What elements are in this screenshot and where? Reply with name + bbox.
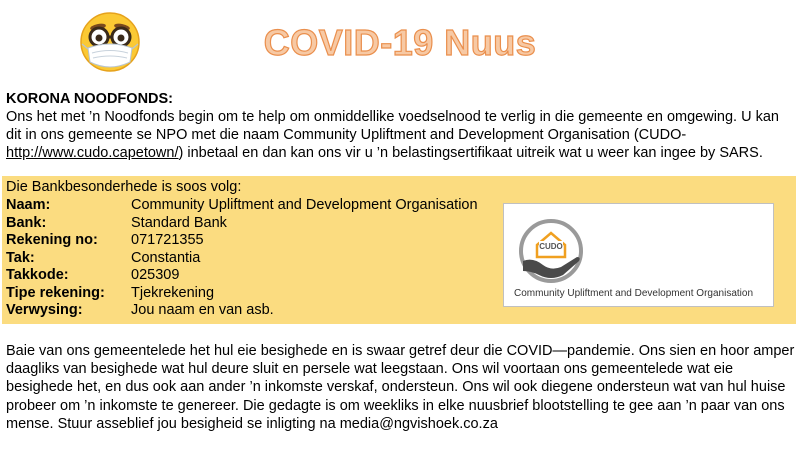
bank-label: Tipe rekening:	[6, 284, 105, 301]
bank-row-tipe	[6, 285, 478, 303]
bank-row-rekening	[6, 232, 478, 250]
bank-value: Standard Bank	[131, 214, 227, 231]
bank-row-verwysing	[6, 302, 478, 320]
bank-details-list	[6, 197, 478, 320]
logo-badge-text: CUDO	[539, 242, 563, 251]
page-title: COVID-19 Nuus	[263, 22, 537, 63]
bank-label: Bank:	[6, 214, 47, 231]
bank-value: Community Upliftment and Development Organisation	[131, 197, 478, 213]
bank-label: Tak:	[6, 249, 35, 266]
bank-label: Naam:	[6, 197, 51, 213]
cudo-logo-card	[503, 203, 774, 307]
bank-row-bank	[6, 215, 478, 233]
fund-heading: KORONA NOODFONDS:	[6, 91, 174, 107]
intro-paragraph	[6, 90, 796, 162]
bank-value: 025309	[131, 267, 180, 283]
logo-caption: Community Upliftment and Development Organisation	[514, 288, 753, 299]
bank-label: Takkode:	[6, 267, 69, 283]
bank-row-takkode	[6, 267, 478, 285]
bank-value: 071721355	[131, 232, 204, 248]
bank-value: Jou naam en van asb.	[131, 302, 274, 318]
bank-label: Rekening no:	[6, 232, 98, 248]
intro-text-after-link: ) inbetaal en dan kan ons vir u ’n belastingsertifikaat uitreik wat u weer kan ingee by SARS.	[178, 145, 763, 161]
bank-row-naam	[6, 197, 478, 215]
bank-value: Constantia	[131, 249, 201, 266]
bank-details-box	[2, 176, 796, 324]
business-support-paragraph: Baie van ons gemeentelede het hul eie besighede en is swaar getref deur die COVID—pandemie. Ons sien en hoor amper daagliks van besighede wat hul deure sluit en persele wat leegstaan. Ons wil voortaan ons gemeentelede wat eie besighede het, en dus ook aan ander ’n inkomste verskaf, ondersteun. Ons wil ook diegene ondersteun wat van hul huise probeer om ’n inkomste te genereer. Die gedagte is om weekliks in elke nuusbrief blootstelling te gee aan ’n paar van ons mense. Stuur asseblief jou besigheid se inligting na media@ngvishoek.co.za	[6, 343, 795, 432]
bank-details-intro: Die Bankbesonderhede is soos volg:	[6, 179, 242, 195]
intro-text-before-link: Ons het met ’n Noodfonds begin om te help om onmiddellike voedselnood te verlig in die gemeente en omgewing. U kan dit in ons gemeente se NPO met die naam Community Upliftment and Development Organisation (CUDO-	[6, 109, 779, 143]
bank-value: Tjekrekening	[131, 284, 215, 301]
bank-label: Verwysing:	[6, 302, 83, 318]
cudo-website-link[interactable]: http://www.cudo.capetown/	[6, 145, 179, 161]
cudo-logo-icon	[513, 211, 589, 293]
bank-row-tak	[6, 250, 478, 268]
